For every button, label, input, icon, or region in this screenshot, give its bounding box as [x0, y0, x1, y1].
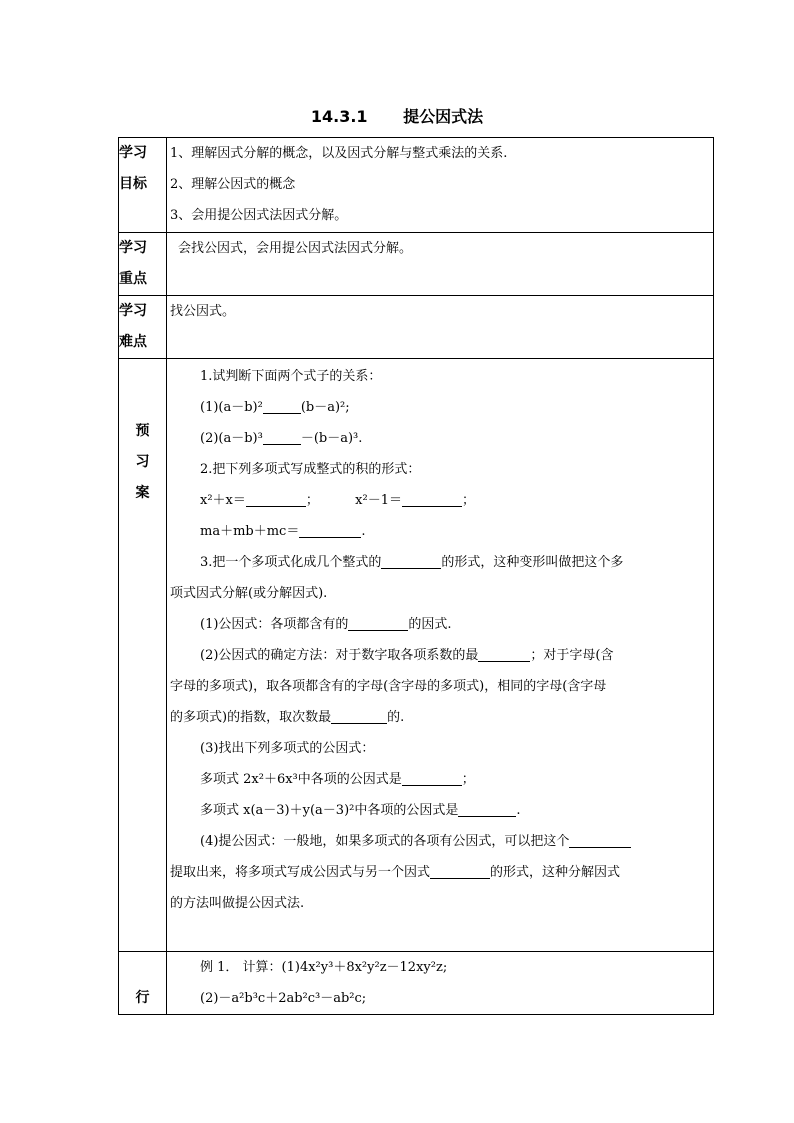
question-2ab: [170, 485, 713, 516]
question-3: [170, 547, 713, 578]
text: 3.把一个多项式化成几个整式的: [200, 555, 382, 570]
text: 的因式.: [408, 617, 452, 632]
point-4-cont2: 的方法叫做提公因式法.: [170, 896, 305, 911]
question-3-cont: 项式因式分解(或分解因式).: [170, 586, 328, 601]
question-2c: [170, 516, 713, 547]
objectives-row: [119, 138, 713, 232]
expr: (2)(a－b)³: [200, 431, 263, 446]
text: (1)公因式：各项都含有的: [200, 617, 349, 632]
blank: [331, 708, 387, 724]
point-4: [170, 826, 713, 857]
punct: ；: [305, 493, 319, 508]
label-line: 难点: [119, 334, 147, 350]
expr: (1)(a－b)²: [200, 400, 263, 415]
blank: [569, 832, 631, 848]
practice-label: [119, 952, 167, 1014]
question-1b: [170, 423, 713, 454]
label-line: 目标: [119, 176, 147, 192]
text: 的.: [387, 710, 405, 725]
preview-row: [119, 358, 713, 951]
text: (4)提公因式：一般地，如果多项式的各项有公因式，可以把这个: [200, 834, 570, 849]
expr: ma＋mb＋mc＝: [200, 524, 300, 539]
objective-item: 3、会用提公因式法因式分解。: [170, 208, 348, 223]
practice-row: [119, 951, 713, 1014]
blank: [348, 615, 408, 631]
point-2-cont: 字母的多项式)，取各项都含有的字母(含字母的多项式)，相同的字母(含字母: [170, 679, 607, 694]
preview-label: [119, 359, 167, 951]
blank: [263, 398, 301, 414]
question-2: 2.把下列多项式写成整式的积的形式：: [200, 462, 421, 477]
text: 的形式，这种分解因式: [490, 865, 621, 880]
point-3b: [170, 795, 713, 826]
expr: (b－a)²;: [300, 400, 350, 415]
text: .: [516, 803, 521, 818]
label-char: 预: [135, 423, 150, 439]
point-2-cont2: [170, 702, 713, 733]
point-1: [170, 609, 713, 640]
objectives-label: [119, 138, 167, 232]
blank: [478, 646, 530, 662]
text: 的多项式)的指数，取次数最: [170, 710, 332, 725]
blank: [263, 429, 301, 445]
example-1: 例 1． 计算：(1)4x²y³＋8x²y²z－12xy²z;: [200, 960, 448, 975]
difficulties-row: [119, 295, 713, 358]
objective-item: 2、理解公因式的概念: [170, 177, 296, 192]
key-points-row: [119, 232, 713, 295]
label-line: 学习: [119, 303, 147, 319]
punct: ；: [462, 493, 476, 508]
lesson-table: [118, 137, 714, 1015]
label-line: 学习: [119, 240, 147, 256]
expr: x²－1＝: [355, 493, 402, 508]
text: 多项式 x(a－3)＋y(a－3)²中各项的公因式是: [200, 803, 459, 818]
blank: [430, 863, 490, 879]
example-1-part-2: (2)－a²b³c＋2ab²c³－ab²c;: [200, 991, 367, 1006]
expr: －(b－a)³.: [300, 431, 363, 446]
punct: .: [361, 524, 366, 539]
difficulties-text: 找公因式。: [170, 304, 236, 319]
objectives-content: [167, 138, 713, 232]
point-3a: [170, 764, 713, 795]
label-char: 习: [135, 454, 150, 470]
title-text: 提公因式法: [403, 107, 484, 126]
label-char: 案: [135, 485, 150, 501]
key-points-label: [119, 233, 167, 295]
blank: [458, 801, 516, 817]
label-char: 行: [135, 990, 150, 1006]
point-4-cont: [170, 857, 713, 888]
question-1: 1.试判断下面两个式子的关系：: [200, 369, 382, 384]
preview-content: [167, 359, 713, 951]
blank: [402, 770, 462, 786]
difficulties-content: [167, 296, 713, 358]
text: 的形式，这种变形叫做把这个多: [441, 555, 624, 570]
expr: x²＋x＝: [200, 493, 246, 508]
blank: [299, 522, 361, 538]
label-line: 学习: [119, 145, 147, 161]
text: 多项式 2x²＋6x³中各项的公因式是: [200, 772, 402, 787]
point-2: [170, 640, 713, 671]
text: 提取出来，将多项式写成公因式与另一个因式: [170, 865, 431, 880]
point-3: (3)找出下列多项式的公因式：: [200, 741, 375, 756]
question-1a: [170, 392, 713, 423]
text: ；: [461, 772, 475, 787]
key-points-content: [167, 233, 713, 295]
practice-content: [167, 952, 713, 1014]
blank: [246, 491, 306, 507]
objective-item: 1、理解因式分解的概念，以及因式分解与整式乘法的关系.: [170, 146, 508, 161]
label-line: 重点: [119, 271, 147, 287]
blank: [402, 491, 462, 507]
text: ；对于字母(含: [530, 648, 614, 663]
difficulties-label: [119, 296, 167, 358]
title-number: 14.3.1: [310, 107, 368, 126]
page-title: [0, 104, 794, 127]
text: (2)公因式的确定方法：对于数字取各项系数的最: [200, 648, 479, 663]
blank: [381, 553, 441, 569]
key-points-text: 会找公因式，会用提公因式法因式分解。: [178, 241, 413, 256]
